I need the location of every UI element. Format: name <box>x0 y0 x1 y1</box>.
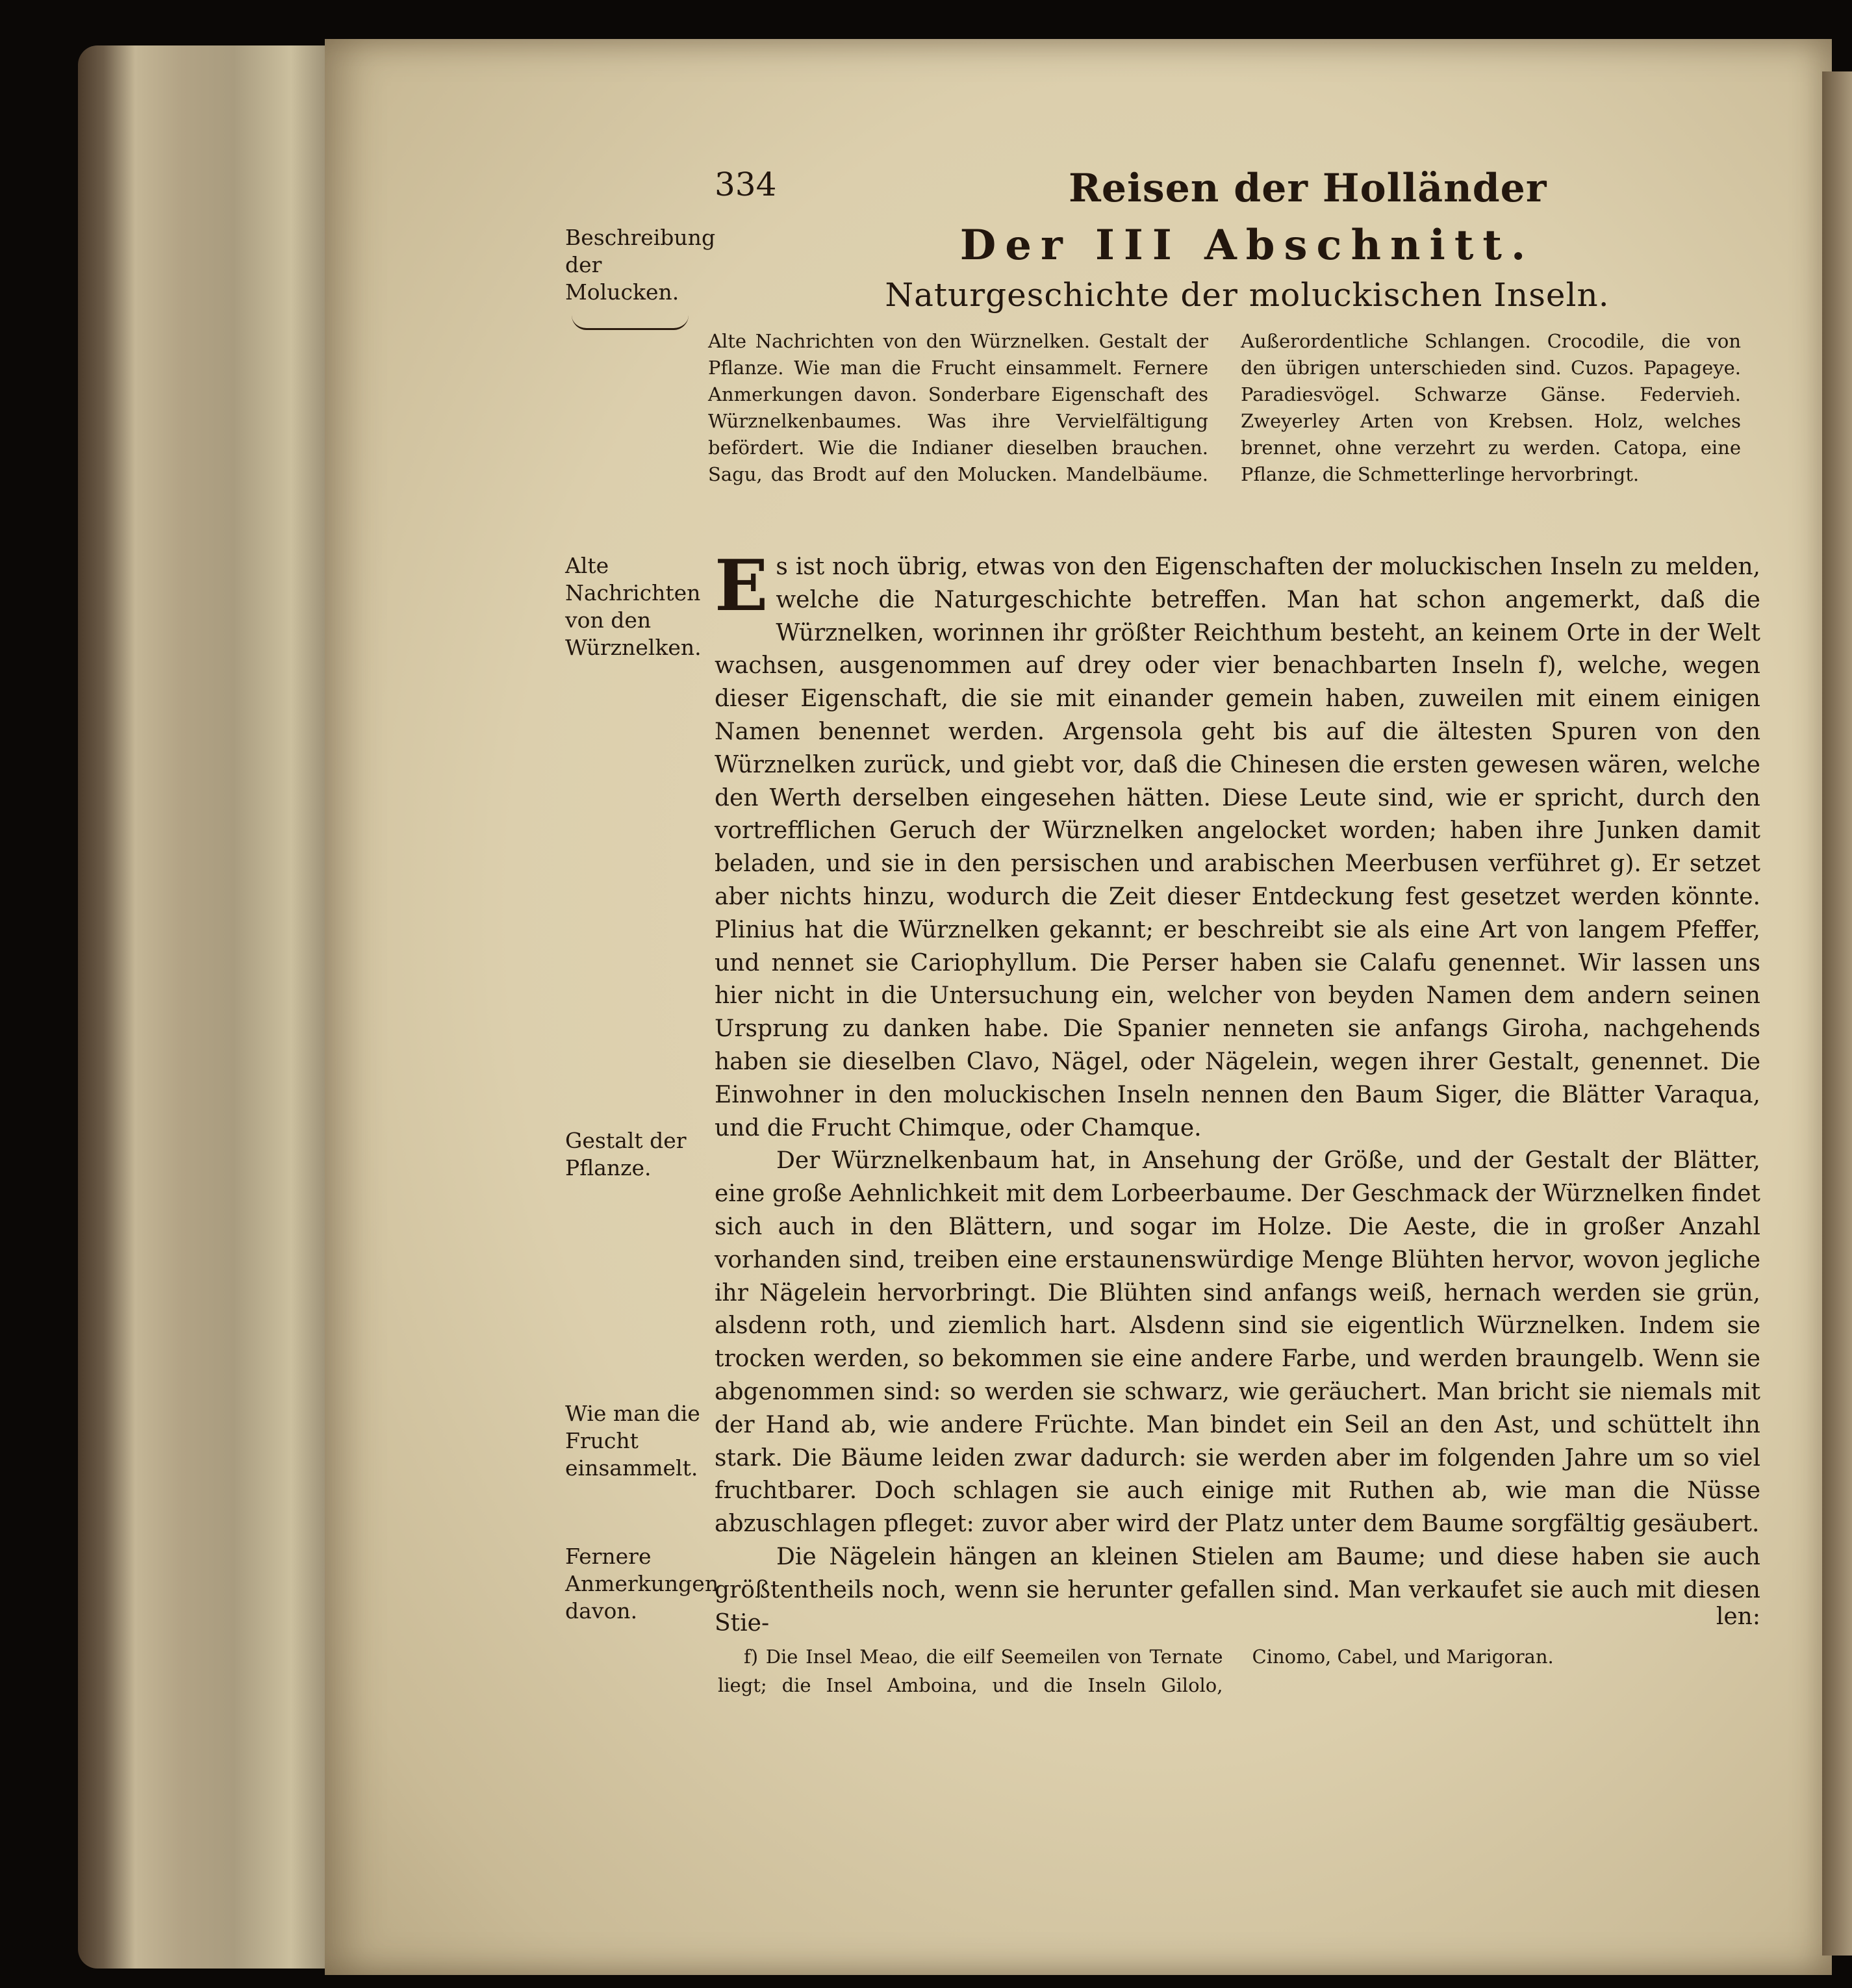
main-text <box>715 545 1760 1640</box>
section-summary: Alte Nachrichten von den Würznelken. Gestalt der Pflanze. Wie man die Frucht einsammelt. Fernere Anmerkungen davon. Sonderbare Eigenschaft des Würznelkenbaumes. Was ihre Vervielfältigung befördert. Wie die Indianer dieselben brauchen. Sagu, das Brodt auf den Molucken. Mandelbäume. Außerordentliche Schlangen. Crocodile, die von den übrigen unterschieden sind. Cuzos. Papageye. Paradiesvögel. Schwarze Gänse. Federvieh. Zweyerley Arten von Krebsen. Holz, welches brennet, ohne verzehrt zu werden. Catopa, eine Pflanze, die Schmetterlinge hervorbringt. <box>708 330 1741 485</box>
section-subtitle: Naturgeschichte der moluckischen Inseln. <box>885 276 1610 314</box>
footnote <box>718 1642 1757 1714</box>
margin-note-harvest: Wie man die Frucht einsammelt. <box>565 1401 700 1481</box>
catchword: len: <box>1716 1603 1760 1630</box>
paragraph-1 <box>715 545 1760 1145</box>
margin-note-plant-shape: Gestalt der Pflanze. <box>565 1128 687 1180</box>
facing-page-edge <box>1822 71 1852 1956</box>
running-title: Reisen der Holländer <box>1069 166 1547 211</box>
margin-brace <box>572 315 689 330</box>
footnote-text: f) Die Insel Meao, die eilf Seemeilen von Ternate liegt; die Insel Amboina, und die Inseln Gilolo, Cinomo, Cabel, und Marigoran. <box>718 1646 1554 1696</box>
margin-note-description: Beschreibung der Molucken. <box>565 225 716 305</box>
book-page-edges <box>78 45 338 1969</box>
margin-note-old-reports: Alte Nachrichten von den Würznelken. <box>565 553 702 660</box>
drop-cap: E <box>715 545 768 627</box>
section-title: Der III Abschnitt. <box>959 221 1535 270</box>
paragraph-1-text: s ist noch übrig, etwas von den Eigenschaften der moluckischen Inseln zu melden, welche die Naturgeschichte betreffen. Man hat schon angemerkt, daß die Würznelken, worinnen ihr größter Reichthum besteht, an keinem Orte in der Welt wachsen, ausgenommen auf drey oder vier benachbarten Inseln f), welche, wegen dieser Eigenschaft, die sie mit einander gemein haben, zuweilen mit einem einigen Namen benennet werden. Argensola geht bis auf die ältesten Spuren von den Würznelken zurück, und giebt vor, daß die Chinesen die ersten gewesen wären, welche den Werth derselben eingesehen hätten. Diese Leute sind, wie er spricht, durch den vortrefflichen Geruch der Würznelken angelocket worden; haben ihre Junken damit beladen, und sie in den persischen und arabischen Meerbusen verführet g). Er setzet aber nichts hinzu, wodurch die Zeit dieser Entdeckung fest gesetzet werden könnte. Plinius hat die Würznelken gekannt; er beschreibt sie als eine Art von langem Pfeffer, und nennet sie Cariophyllum. Die Perser haben sie Calafu genennet. Wir lassen uns hier nicht in die Untersuchung ein, welcher von beyden Namen dem andern seinen Ursprung zu danken habe. Die Spanier nenneten sie anfangs Giroha, nachgehends haben sie dieselben Clavo, Nägel, oder Nägelein, wegen ihrer Gestalt, genennet. Die Einwohner in den moluckischen Inseln nennen den Baum Siger, die Blätter Varaqua, und die Frucht Chimque, oder Chamque. <box>715 554 1760 1141</box>
page-number: 334 <box>715 166 777 203</box>
paragraph-3: Die Nägelein hängen an kleinen Stielen am Baume; und diese haben sie auch größtentheils noch, wenn sie herunter gefallen sind. Man verkaufet sie auch mit diesen Stie- <box>715 1543 1760 1637</box>
page-header <box>715 166 1806 224</box>
margin-note-further: Fernere Anmerkungen davon. <box>565 1544 719 1624</box>
paragraph-2: Der Würznelkenbaum hat, in Ansehung der Größe, und der Gestalt der Blätter, eine große Aehnlichkeit mit dem Lorbeerbaume. Der Geschmack der Würznelken findet sich auch in den Blättern, und sogar im Holze. Die Aeste, die in großer Anzahl vorhanden sind, treiben eine erstaunenswürdige Menge Blühten hervor, wovon jegliche ihr Nägelein hervorbringt. Die Blühten sind anfangs weiß, hernach werden sie grün, alsdenn roth, und ziemlich hart. Alsdenn sind sie eigentlich Würznelken. Indem sie trocken werden, so bekommen sie eine andere Farbe, und werden braungelb. Wenn sie abgenommen sind: so werden sie schwarz, wie geräuchert. Man bricht sie niemals mit der Hand ab, wie andere Früchte. Man bindet ein Seil an den Ast, und schüttelt ihn stark. Die Bäume leiden zwar dadurch: sie werden aber im folgenden Jahre um so viel fruchtbarer. Doch schlagen sie auch einige mit Ruthen ab, wie man die Nüsse abzuschlagen pfleget: zuvor aber wird der Platz unter dem Baume sorgfältig gesäubert. <box>715 1147 1760 1538</box>
